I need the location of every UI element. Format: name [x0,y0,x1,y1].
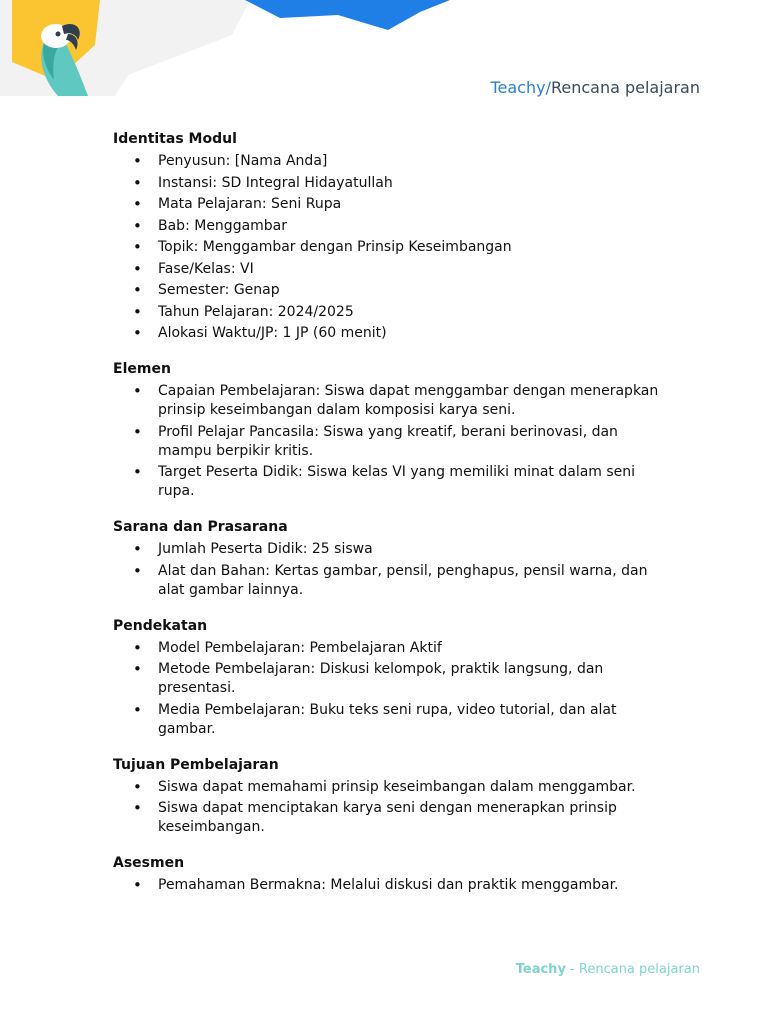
item-list [113,778,673,838]
item-list [113,876,673,895]
item-list [113,639,673,739]
list-item: • Tahun Pelajaran: 2024/2025 [113,303,673,322]
list-item: • Model Pembelajaran: Pembelajaran Aktif [113,639,673,658]
list-item: • Instansi: SD Integral Hidayatullah [113,174,673,193]
list-item: • Capaian Pembelajaran: Siswa dapat menggambar dengan menerapkan prinsip keseimbangan dalam komposisi karya seni. [113,382,673,420]
list-item: • Metode Pembelajaran: Diskusi kelompok, praktik langsung, dan presentasi. [113,660,673,698]
section-title: Tujuan Pembelajaran [113,756,279,773]
list-item: • Jumlah Peserta Didik: 25 siswa [113,540,673,559]
section-sarana-prasarana [113,518,673,600]
section-tujuan-pembelajaran [113,756,673,838]
footer-doc-title: Rencana pelajaran [578,962,700,977]
item-list [113,152,673,343]
footer-brand: Teachy [515,962,566,977]
section-title: Pendekatan [113,617,208,634]
list-item: • Profil Pelajar Pancasila: Siswa yang kreatif, berani berinovasi, dan mampu berpikir kritis. [113,423,673,461]
section-title: Asesmen [113,855,185,871]
section-pendekatan [113,617,673,739]
header-doc-title: Rencana pelajaran [550,78,700,97]
list-item: • Siswa dapat memahami prinsip keseimbangan dalam menggambar. [113,778,673,797]
list-item: • Alat dan Bahan: Kertas gambar, pensil, penghapus, pensil warna, dan alat gambar lainnya. [113,562,673,600]
list-item: • Alokasi Waktu/JP: 1 JP (60 menit) [113,324,673,343]
list-item: • Semester: Genap [113,281,673,300]
list-item: • Topik: Menggambar dengan Prinsip Keseimbangan [113,238,673,257]
footer-separator: - [565,962,579,977]
list-item: • Fase/Kelas: VI [113,260,673,279]
item-list [113,382,673,501]
footer [516,962,700,977]
lesson-plan-content [113,130,673,912]
list-item: • Bab: Menggambar [113,217,673,236]
section-asesmen [113,854,673,895]
header-separator: / [545,78,551,97]
section-title: Identitas Modul [113,131,237,147]
section-title: Elemen [113,361,171,377]
list-item: • Siswa dapat menciptakan karya seni dengan menerapkan prinsip keseimbangan. [113,799,673,837]
item-list [113,540,673,600]
section-title: Sarana dan Prasarana [113,519,288,535]
list-item: • Media Pembelajaran: Buku teks seni rupa, video tutorial, dan alat gambar. [113,701,673,739]
list-item: • Target Peserta Didik: Siswa kelas VI yang memiliki minat dalam seni rupa. [113,463,673,501]
list-item: • Pemahaman Bermakna: Melalui diskusi dan praktik menggambar. [113,876,673,895]
section-identitas-modul [113,130,673,343]
header-title [490,78,700,97]
header-brand: Teachy [490,78,546,97]
section-elemen [113,360,673,501]
list-item: • Penyusun: [Nama Anda] [113,152,673,171]
list-item: • Mata Pelajaran: Seni Rupa [113,195,673,214]
